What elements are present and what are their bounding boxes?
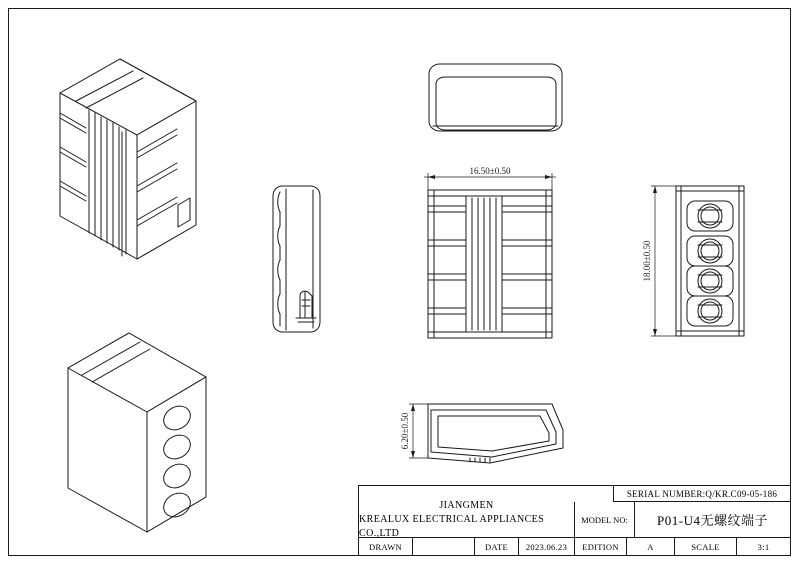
company-line-2: KREALUX ELECTRICAL APPLIANCES CO.,LTD	[359, 513, 545, 539]
front-view	[424, 166, 556, 338]
edition-label: EDITION	[575, 538, 627, 555]
date-label: DATE	[475, 538, 519, 555]
edition-value: A	[627, 538, 675, 555]
model-no-label: MODEL NO:	[575, 502, 635, 537]
serial-number: SERIAL NUMBER:Q/KR.C09-05-186	[613, 486, 790, 502]
title-block-main-row	[359, 499, 790, 539]
isometric-view-front	[60, 59, 196, 259]
side-view	[273, 186, 320, 332]
dim-top-width-label: 16.50±0.50	[469, 166, 511, 176]
isometric-view-rear	[68, 333, 206, 532]
rear-view-holes	[642, 186, 744, 336]
title-block	[358, 485, 791, 556]
scale-value: 3:1	[757, 541, 770, 552]
company-line-1: JIANGMEN	[439, 499, 494, 511]
bottom-view	[400, 404, 563, 463]
dim-height-label: 18.00±0.50	[642, 240, 652, 282]
scale-label: SCALE	[675, 538, 737, 555]
title-block-bottom-row	[359, 538, 790, 555]
title-block-serial-row	[359, 486, 790, 502]
date-value: 2023.06.23	[519, 538, 575, 555]
top-view	[429, 64, 562, 131]
dim-thickness-label: 6.20±0.50	[400, 412, 410, 450]
model-no-value: P01-U4无螺纹端子	[657, 513, 768, 528]
drawn-label: DRAWN	[359, 538, 413, 555]
company-name	[359, 499, 575, 539]
drawn-value	[413, 538, 475, 555]
